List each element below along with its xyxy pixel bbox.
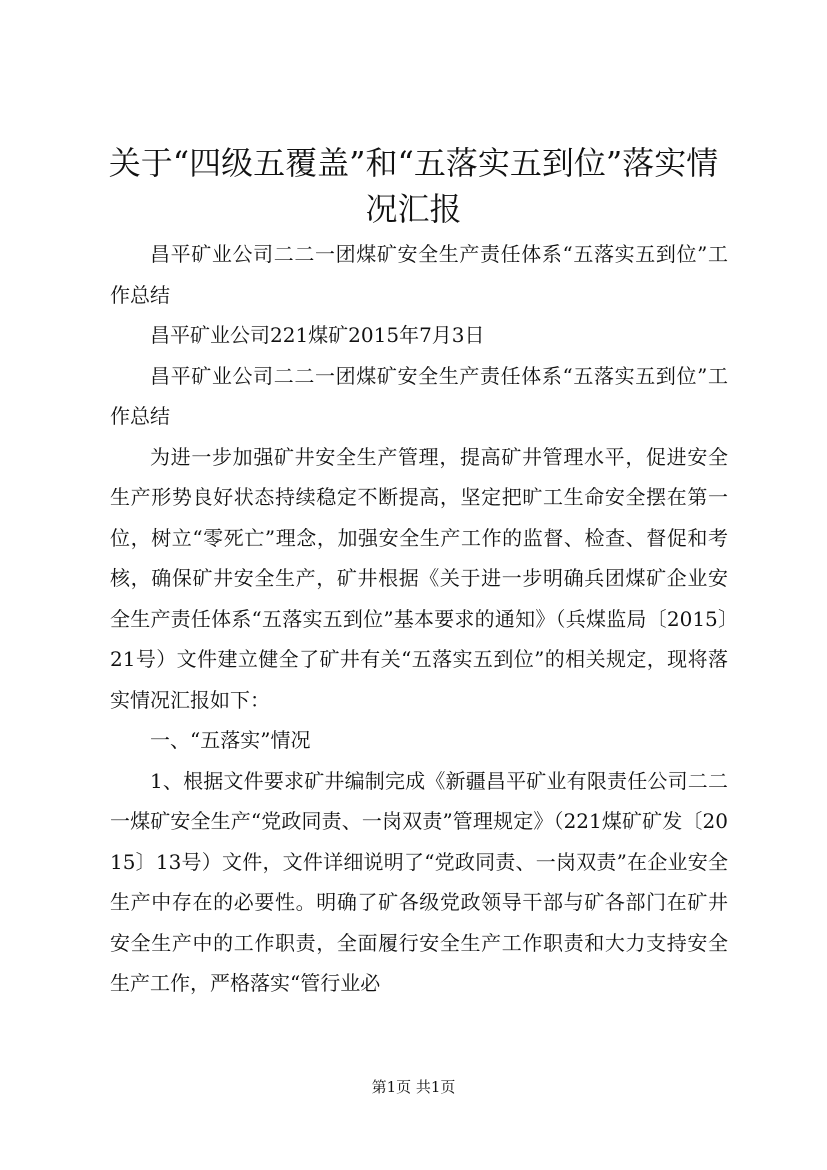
paragraph-item-1: 1、根据文件要求矿井编制完成《新疆昌平矿业有限责任公司二二一煤矿安全生产“党政同责、一岗双责”管理规定》（221煤矿矿发〔2015〕13号）文件，文件详细说明了“党政同责、一岗双责”在企业安全生产中存在的必要性。明确了矿各级党政领导干部与矿各部门在矿井安全生产中的工作职责，全面履行安全生产工作职责和大力支持安全生产工作，严格落实“管行业必: [110, 768, 728, 995]
section-heading: 一、“五落实”情况: [150, 728, 311, 752]
paragraph-intro: 为进一步加强矿井安全生产管理，提高矿井管理水平，促进安全生产形势良好状态持续稳定不断提高，坚定把旷工生命安全摆在第一位，树立“零死亡”理念，加强安全生产工作的监督、检查、督促和考核，确保矿井安全生产，矿井根据《关于进一步明确兵团煤矿企业安全生产责任体系“五落实五到位”基本要求的通知》（兵煤监局〔2015〕21号）文件建立健全了矿井有关“五落实五到位”的相关规定，现将落实情况汇报如下：: [110, 444, 728, 712]
paragraph-subtitle: 昌平矿业公司二二一团煤矿安全生产责任体系“五落实五到位”工作总结: [110, 242, 728, 307]
paragraph-subtitle-repeat: 昌平矿业公司二二一团煤矿安全生产责任体系“五落实五到位”工作总结: [110, 363, 728, 428]
document-title: 关于“四级五覆盖”和“五落实五到位”落实情况汇报: [108, 144, 719, 228]
page-footer: 第1页 共1页: [371, 1078, 456, 1096]
document-body: [110, 234, 728, 1004]
paragraph-date-line: 昌平矿业公司221煤矿2015年7月3日: [150, 323, 485, 347]
